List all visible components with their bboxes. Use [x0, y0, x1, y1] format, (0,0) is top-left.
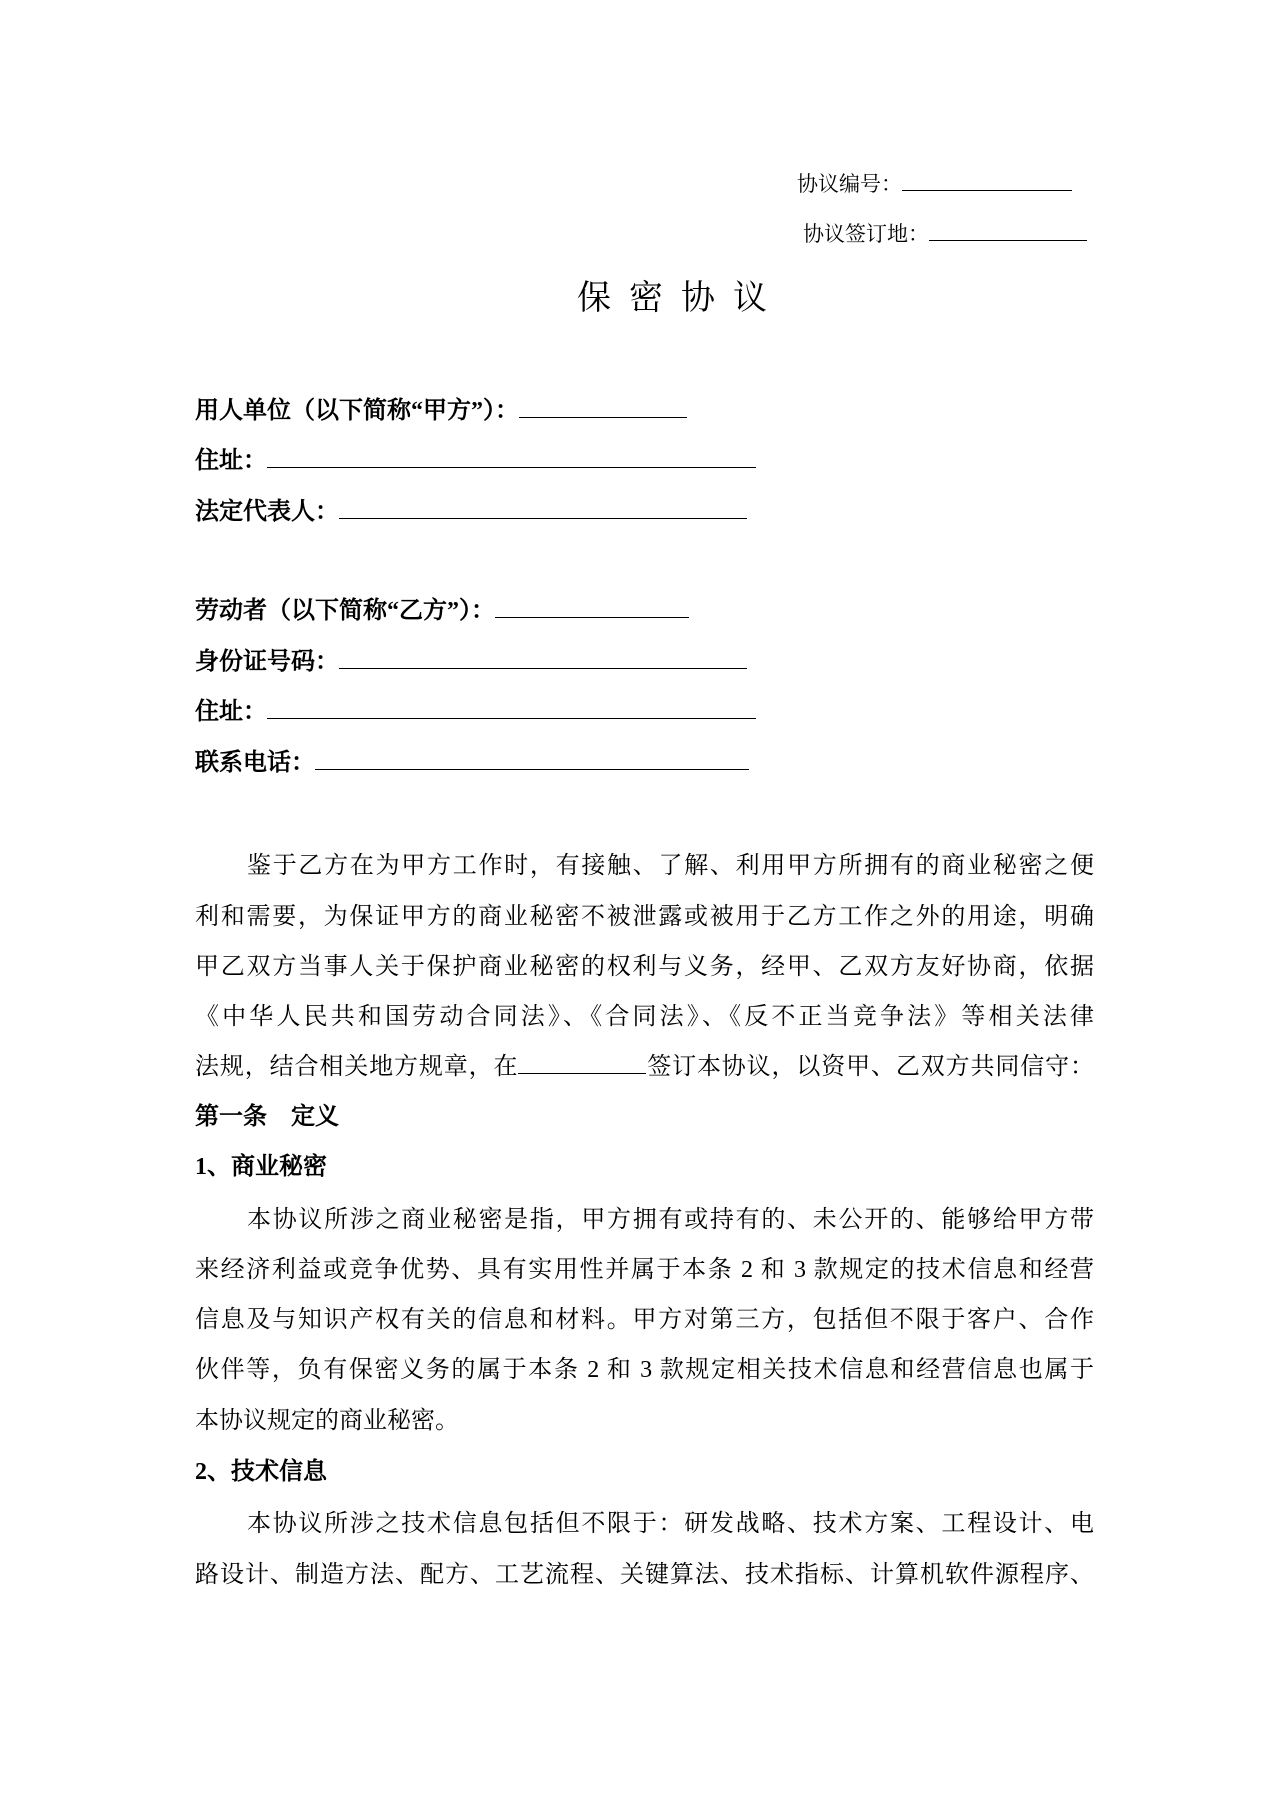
section-2-line: 本协议所涉之技术信息包括但不限于：研发战略、技术方案、工程设计、电 [247, 1511, 1094, 1537]
party-a-name-label: 用人单位（以下简称“甲方”）： [195, 398, 519, 424]
party-b-name-label: 劳动者（以下简称“乙方”）： [195, 598, 495, 624]
party-b-phone-blank [315, 745, 749, 770]
section-1-line: 本协议规定的商业秘密。 [195, 1408, 459, 1434]
party-b-address-blank [267, 694, 756, 719]
preamble-text: 签订本协议，以资甲、乙双方共同信守： [646, 1054, 1095, 1080]
preamble-last-line [195, 1046, 1094, 1081]
party-b-address-label: 住址： [195, 699, 267, 725]
signing-place-field [803, 218, 1087, 248]
preamble-line: 《中华人民共和国劳动合同法》、《合同法》、《反不正当竞争法》等相关法律 [195, 1004, 1094, 1030]
party-a-rep-field [195, 491, 747, 526]
section-1-heading: 1、商业秘密 [195, 1154, 327, 1180]
agreement-number-field [797, 168, 1072, 198]
party-a-address-label: 住址： [195, 448, 267, 474]
preamble-line: 利和需要，为保证甲方的商业秘密不被泄露或被用于乙方工作之外的用途，明确 [195, 904, 1094, 930]
party-b-phone-field [195, 742, 749, 777]
party-a-name-blank [519, 393, 687, 418]
party-b-id-label: 身份证号码： [195, 649, 339, 675]
section-2-line: 路设计、制造方法、配方、工艺流程、关键算法、技术指标、计算机软件源程序、 [195, 1562, 1094, 1588]
preamble-line: 甲乙双方当事人关于保护商业秘密的权利与义务，经甲、乙双方友好协商，依据 [195, 954, 1094, 980]
section-1-line: 伙伴等，负有保密义务的属于本条 2 和 3 款规定相关技术信息和经营信息也属于 [195, 1357, 1094, 1383]
agreement-number-blank [902, 169, 1072, 191]
document-title: 保密协议 [577, 280, 785, 317]
party-b-id-field [195, 641, 747, 676]
signing-location-blank [518, 1049, 646, 1074]
preamble-text: 法规，结合相关地方规章，在 [195, 1054, 519, 1080]
section-1-line: 信息及与知识产权有关的信息和材料。甲方对第三方，包括但不限于客户、合作 [195, 1307, 1094, 1333]
party-a-address-field [195, 440, 756, 475]
agreement-number-label: 协议编号： [797, 172, 902, 196]
party-b-phone-label: 联系电话： [195, 750, 315, 776]
section-1-line: 来经济利益或竞争优势、具有实用性并属于本条 2 和 3 款规定的技术信息和经营 [195, 1257, 1094, 1283]
section-1-line: 本协议所涉之商业秘密是指，甲方拥有或持有的、未公开的、能够给甲方带 [247, 1207, 1094, 1233]
section-2-heading: 2、技术信息 [195, 1459, 327, 1485]
party-a-rep-label: 法定代表人： [195, 499, 339, 525]
party-a-rep-blank [339, 494, 747, 519]
signing-place-label: 协议签订地： [803, 222, 929, 246]
party-a-name-field [195, 390, 687, 425]
party-b-name-blank [495, 593, 689, 618]
party-b-id-blank [339, 644, 747, 669]
preamble-line: 鉴于乙方在为甲方工作时，有接触、了解、利用甲方所拥有的商业秘密之便 [247, 853, 1094, 879]
party-b-name-field [195, 590, 689, 625]
article-1-heading: 第一条 定义 [195, 1104, 339, 1130]
party-b-address-field [195, 691, 756, 726]
signing-place-blank [929, 219, 1087, 241]
party-a-address-blank [267, 443, 756, 468]
